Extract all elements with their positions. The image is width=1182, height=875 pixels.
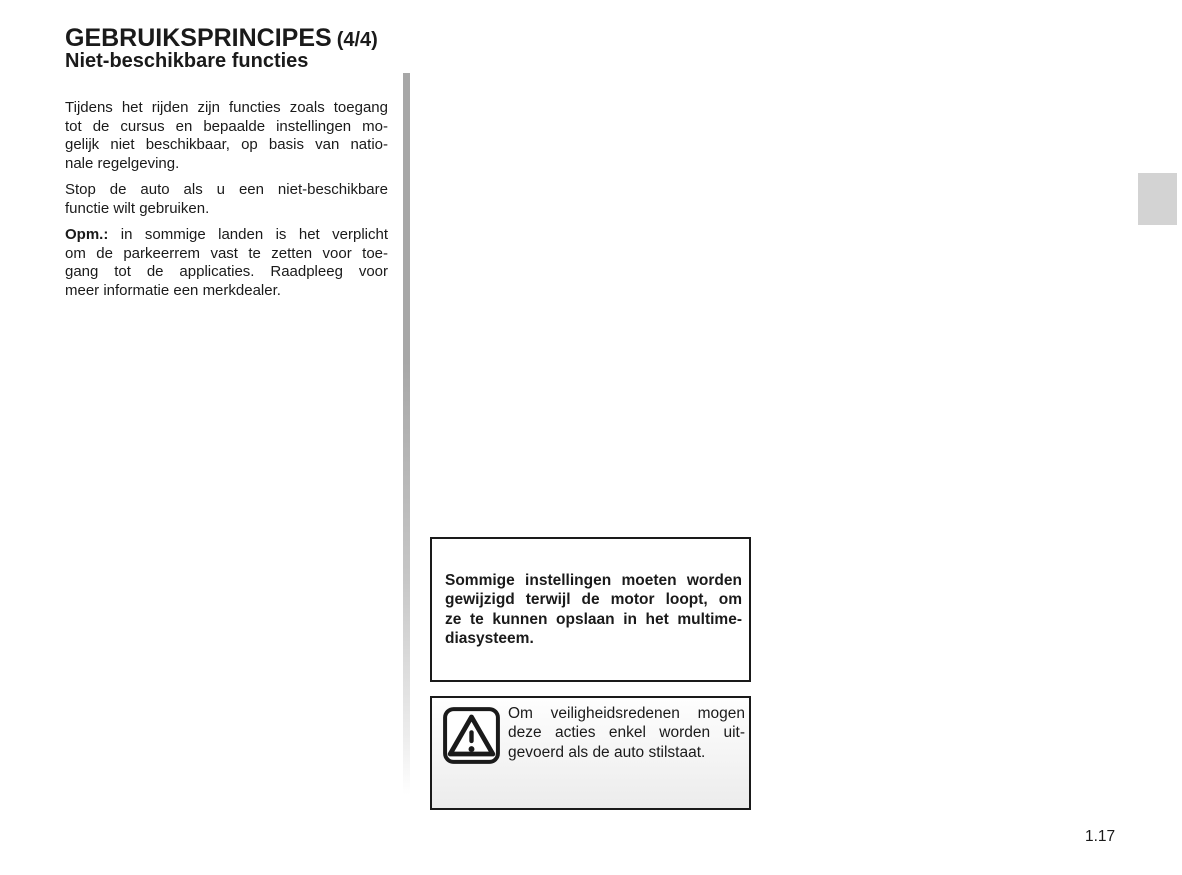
text-line: functie wilt gebruiken. [65, 199, 210, 217]
text-line: Stop de auto als u een niet-beschikbare [65, 181, 388, 198]
chapter-tab [1138, 173, 1177, 225]
paragraph-stop-car [65, 181, 388, 218]
text-line: Tijdens het rijden zijn functies zoals toegang [65, 99, 388, 116]
warning-box-text [508, 704, 745, 762]
text-line: gang tot de applicaties. Raadpleeg voor [65, 263, 388, 280]
page-title-suffix: (4/4) [336, 29, 378, 51]
paragraph-note [65, 226, 388, 300]
paragraph-driving-restrictions [65, 99, 388, 173]
section-divider [403, 73, 410, 795]
text-line: gewijzigd terwijl de motor loopt, om [445, 591, 742, 609]
text-line: om de parkeerrem vast te zetten voor toe- [65, 244, 388, 262]
note-box [430, 537, 751, 682]
text-line: ze te kunnen opslaan in het multime- [445, 610, 742, 628]
text-line: meer informatie een merkdealer. [65, 281, 281, 299]
text-line: Om veiligheidsredenen mogen [508, 705, 745, 722]
section-heading: Niet-beschikbare functies [65, 50, 309, 72]
body-column [65, 49, 388, 300]
text-line: Sommige instellingen moeten worden [445, 572, 742, 589]
warning-triangle-icon [443, 707, 500, 764]
text-line: tot de cursus en bepaalde instellingen mo- [65, 117, 388, 135]
text-line: diasysteem. [445, 629, 534, 647]
text-line: gelijk niet beschikbaar, op basis van natio- [65, 136, 388, 153]
text-line: deze acties enkel worden uit- [508, 724, 745, 742]
page-number: 1.17 [1085, 828, 1116, 845]
text-line: Opm.: in sommige landen is het verplicht [65, 226, 388, 243]
note-label: Opm.: [65, 226, 109, 243]
warning-box [430, 696, 751, 810]
text-line: gevoerd als de auto stilstaat. [508, 743, 706, 761]
text-line: nale regelgeving. [65, 154, 180, 172]
page-title-text: GEBRUIKSPRINCIPES [65, 24, 332, 52]
